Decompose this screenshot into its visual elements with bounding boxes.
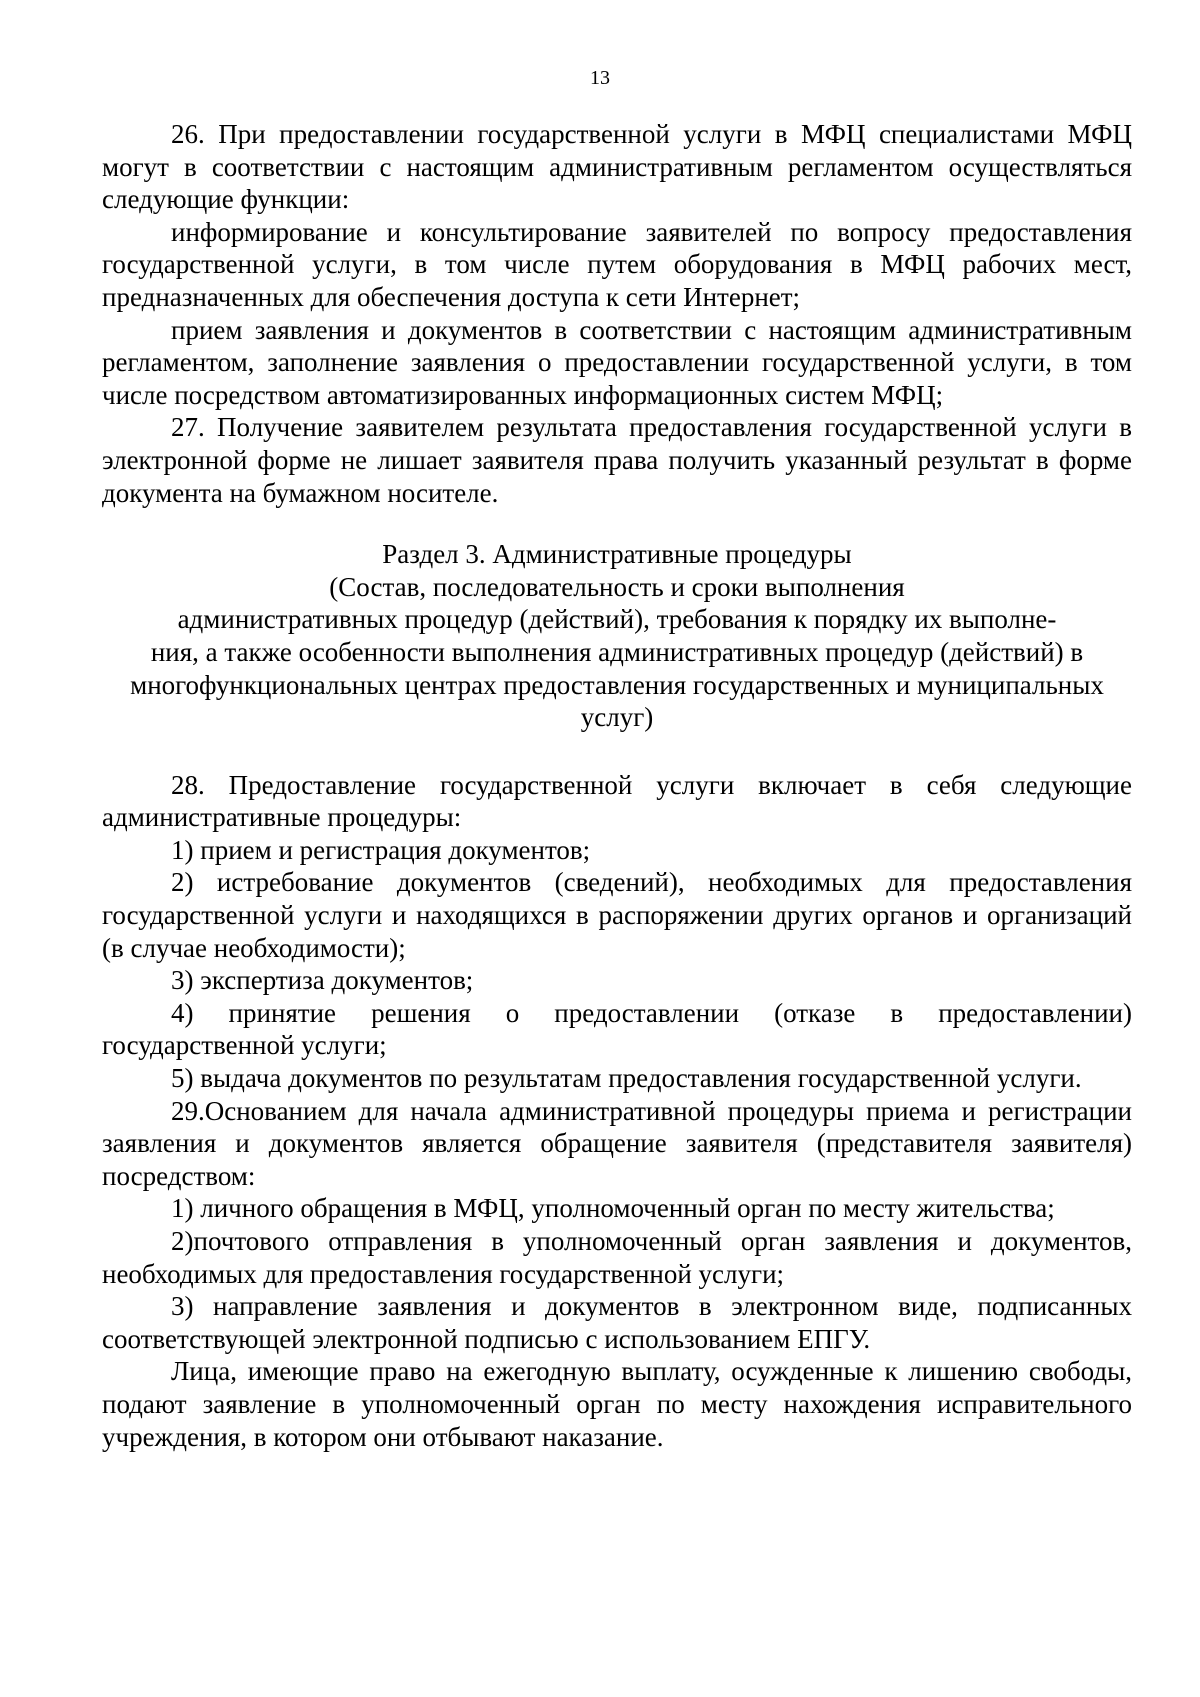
section-subtitle-line-2: административных процедур (действий), требования к порядку их выполне- bbox=[177, 604, 1057, 635]
page-number: 13 bbox=[590, 67, 610, 89]
paragraph-26-item-informing: информирование и консультирование заявителей по вопросу предоставления государственной услуги, в том числе путем оборудования в МФЦ рабочих мест, предназначенных для обеспечения доступа к сети Интернет; bbox=[102, 216, 1132, 312]
section-subtitle-line-1: (Состав, последовательность и сроки выполнения bbox=[329, 571, 905, 602]
section-subtitle-line-3: ния, а также особенности выполнения административных процедур (действий) в bbox=[150, 636, 1084, 667]
paragraph-28: 28. Предоставление государственной услуги включает в себя следующие административные процедуры: bbox=[102, 769, 1132, 833]
paragraph-29-item-3: 3) направление заявления и документов в электронном виде, подписанных соответствующей электронной подписью с использованием ЕПГУ. bbox=[102, 1291, 1132, 1354]
paragraph-28-item-5: 5) выдача документов по результатам предоставления государственной услуги. bbox=[171, 1063, 1082, 1094]
paragraph-27: 27. Получение заявителем результата предоставления государственной услуги в электронной форме не лишает заявителя права получить указанный результат в форме документа на бумажном носителе. bbox=[102, 412, 1132, 508]
paragraph-28-item-4: 4) принятие решения о предоставлении (отказе в предоставлении) государственной услуги; bbox=[102, 997, 1132, 1061]
paragraph-28-item-2: 2) истребование документов (сведений), необходимых для предоставления государственной услуги и находящихся в распоряжении других органов и организаций (в случае необходимости); bbox=[102, 867, 1132, 963]
paragraph-28-item-1: 1) прием и регистрация документов; bbox=[171, 834, 591, 865]
section-heading bbox=[102, 538, 1132, 734]
paragraph-26-item-reception: прием заявления и документов в соответствии с настоящим административным регламентом, заполнение заявления о предоставлении государственной услуги, в том числе посредством автоматизированных информационных систем МФЦ; bbox=[102, 314, 1132, 410]
section-subtitle-line-4: многофункциональных центрах предоставления государственных и муниципальных bbox=[130, 669, 1104, 700]
document-body bbox=[102, 118, 1132, 1453]
paragraph-28-item-3: 3) экспертиза документов; bbox=[171, 965, 474, 996]
paragraph-29: 29.Основанием для начала административной процедуры приема и регистрации заявления и документов является обращение заявителя (представителя заявителя) посредством: bbox=[102, 1095, 1132, 1191]
section-subtitle-line-5: услуг) bbox=[580, 702, 654, 733]
paragraph-29-item-1: 1) личного обращения в МФЦ, уполномоченный орган по месту жительства; bbox=[171, 1193, 1055, 1224]
paragraph-26: 26. При предоставлении государственной услуги в МФЦ специалистами МФЦ могут в соответствии с настоящим административным регламентом осуществляться следующие функции: bbox=[102, 119, 1132, 215]
section-title: Раздел 3. Административные процедуры bbox=[382, 539, 852, 570]
paragraph-29-item-2: 2)почтового отправления в уполномоченный орган заявления и документов, необходимых для предоставления государственной услуги; bbox=[102, 1226, 1132, 1289]
paragraph-29-note: Лица, имеющие право на ежегодную выплату, осужденные к лишению свободы, подают заявление в уполномоченный орган по месту нахождения исправительного учреждения, в котором они отбывают наказание. bbox=[102, 1356, 1132, 1452]
